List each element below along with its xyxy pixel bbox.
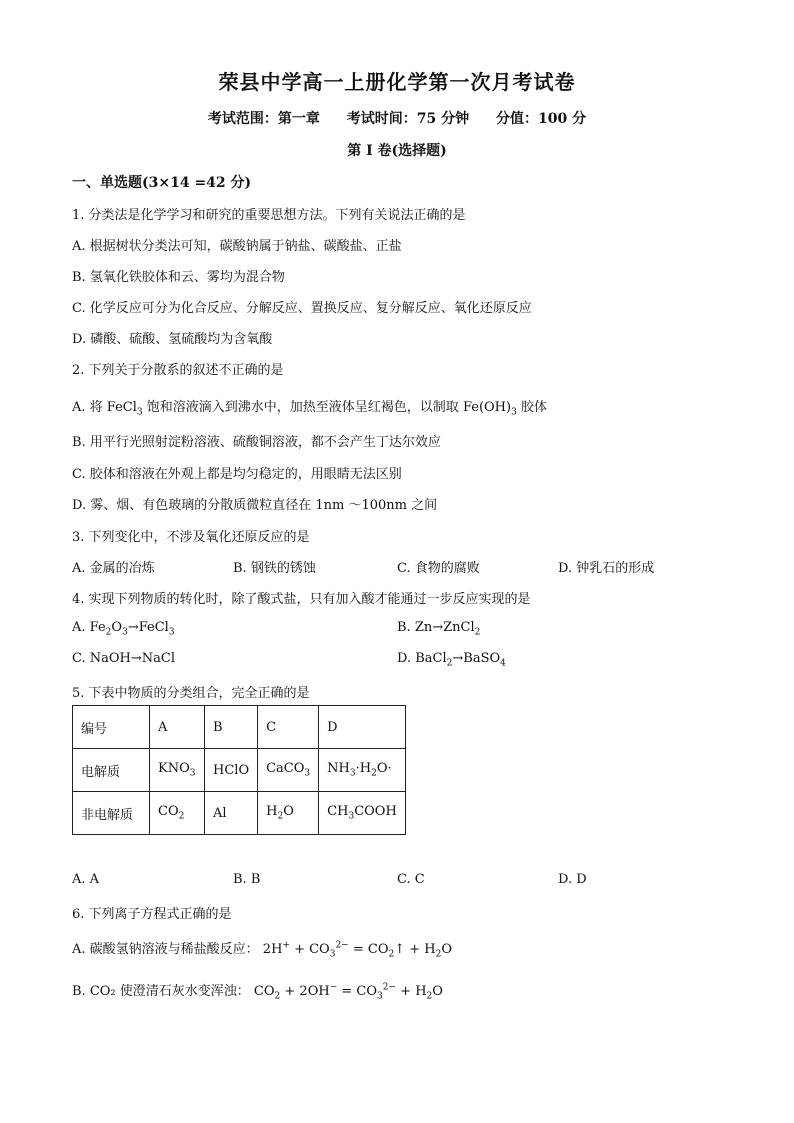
table-header-cell: 编号 bbox=[73, 706, 150, 749]
table-cell: CaCO$_3$ bbox=[258, 749, 319, 792]
exam-time: 考试时间：75 分钟 bbox=[346, 111, 470, 127]
q5-option-c: C. C bbox=[397, 872, 425, 887]
q6-stem: 6. 下列离子方程式正确的是 bbox=[72, 907, 232, 922]
table-cell: $H_2O$ bbox=[258, 792, 319, 835]
formula-feoh3: $Fe(OH)_3$ bbox=[462, 400, 517, 418]
table-cell: $CO_2$ bbox=[150, 792, 205, 835]
table-header-cell: C bbox=[258, 706, 319, 749]
exam-score: 分值：100 分 bbox=[496, 111, 587, 127]
q5-stem: 5. 下表中物质的分类组合，完全正确的是 bbox=[72, 686, 310, 701]
table-cell: HClO bbox=[205, 749, 258, 792]
q2-option-b: B. 用平行光照射淀粉溶液、硫酸铜溶液，都不会产生丁达尔效应 bbox=[72, 435, 441, 450]
table-row bbox=[73, 706, 406, 749]
q1-option-a: A. 根据树状分类法可知，碳酸钠属于钠盐、碳酸盐、正盐 bbox=[72, 239, 402, 254]
exam-info bbox=[0, 108, 794, 128]
q5-option-b: B. B bbox=[233, 872, 261, 887]
q1-option-c: C. 化学反应可分为化合反应、分解反应、置换反应、复分解反应、氧化还原反应 bbox=[72, 301, 532, 316]
q2-option-c: C. 胶体和溶液在外观上都是均匀稳定的，用眼睛无法区别 bbox=[72, 467, 402, 482]
table-cell: $NH_3\cdot H_2O\cdot$ bbox=[319, 749, 406, 792]
equation-b: $CO_2 + 2OH^- = CO_3^{2-} + H_2O$ bbox=[253, 982, 443, 1002]
page-title: 荣县中学高一上册化学第一次月考试卷 bbox=[218, 70, 576, 94]
q2-option-a bbox=[72, 396, 547, 418]
q4-option-b: B. Zn→ZnCl$_2$ bbox=[397, 620, 481, 638]
classification-table bbox=[72, 705, 406, 835]
q3-option-b: B. 钢铁的锈蚀 bbox=[233, 561, 316, 576]
table-header-cell: B bbox=[205, 706, 258, 749]
q6-a-text: A. 碳酸氢钠溶液与稀盐酸反应： bbox=[72, 942, 259, 957]
q2-option-d: D. 雾、烟、有色玻璃的分散质微粒直径在 1nm ～100nm 之间 bbox=[72, 498, 438, 513]
q4-a-label: A. bbox=[72, 620, 86, 635]
q4-b-label: B. bbox=[397, 620, 411, 635]
q6-b-text: B. CO₂ 使澄清石灰水变浑浊： bbox=[72, 984, 250, 999]
q1-stem: 1. 分类法是化学学习和研究的重要思想方法。下列有关说法正确的是 bbox=[72, 208, 466, 223]
q4-stem: 4. 实现下列物质的转化时，除了酸式盐，只有加入酸才能通过一步反应实现的是 bbox=[72, 592, 531, 607]
table-row-label: 非电解质 bbox=[73, 792, 150, 835]
q2-a-prefix: A. 将 bbox=[72, 400, 103, 415]
q1-option-d: D. 磷酸、硫酸、氢硫酸均为含氧酸 bbox=[72, 332, 273, 347]
table-row-label: 电解质 bbox=[73, 749, 150, 792]
q1-option-b: B. 氢氧化铁胶体和云、雾均为混合物 bbox=[72, 270, 285, 285]
q4-option-c: C. NaOH→NaCl bbox=[72, 651, 175, 666]
q5-option-d: D. D bbox=[558, 872, 587, 887]
q3-stem: 3. 下列变化中，不涉及氧化还原反应的是 bbox=[72, 530, 310, 545]
q2-a-middle: 饱和溶液滴入到沸水中，加热至液体呈红褐色，以制取 bbox=[146, 400, 459, 415]
q6-option-b bbox=[72, 980, 443, 1002]
exam-scope: 考试范围：第一章 bbox=[207, 111, 320, 127]
q4-c-label: C. bbox=[72, 651, 86, 666]
q4-option-a: A. $Fe_2O_3\to FeCl_3$ bbox=[72, 620, 175, 638]
table-cell: Al bbox=[205, 792, 258, 835]
table-cell: $KNO_3$ bbox=[150, 749, 205, 792]
q5-option-a: A. A bbox=[72, 872, 100, 887]
q3-option-a: A. 金属的冶炼 bbox=[72, 561, 155, 576]
formula-fecl3: FeCl$_3$ bbox=[106, 400, 143, 418]
q2-a-suffix: 胶体 bbox=[520, 400, 547, 415]
q3-option-d: D. 钟乳石的形成 bbox=[558, 561, 655, 576]
equation-a: $2H^+ + CO_3^{2-}$ = $CO_2↑ + H_2O$ bbox=[262, 940, 453, 960]
table-row bbox=[73, 749, 406, 792]
q6-option-a bbox=[72, 938, 452, 960]
q2-stem: 2. 下列关于分散系的叙述不正确的是 bbox=[72, 363, 284, 378]
table-row bbox=[73, 792, 406, 835]
part-title: 第 I 卷(选择题) bbox=[347, 143, 447, 159]
table-header-cell: D bbox=[319, 706, 406, 749]
table-cell: $CH_3COOH$ bbox=[319, 792, 406, 835]
section-title: 一、单选题(3×14 =42 分) bbox=[72, 175, 252, 191]
q4-option-d: D. BaCl$_2$→BaSO$_4$ bbox=[397, 651, 506, 669]
table-header-cell: A bbox=[150, 706, 205, 749]
q4-d-label: D. bbox=[397, 651, 412, 666]
q3-option-c: C. 食物的腐败 bbox=[397, 561, 480, 576]
